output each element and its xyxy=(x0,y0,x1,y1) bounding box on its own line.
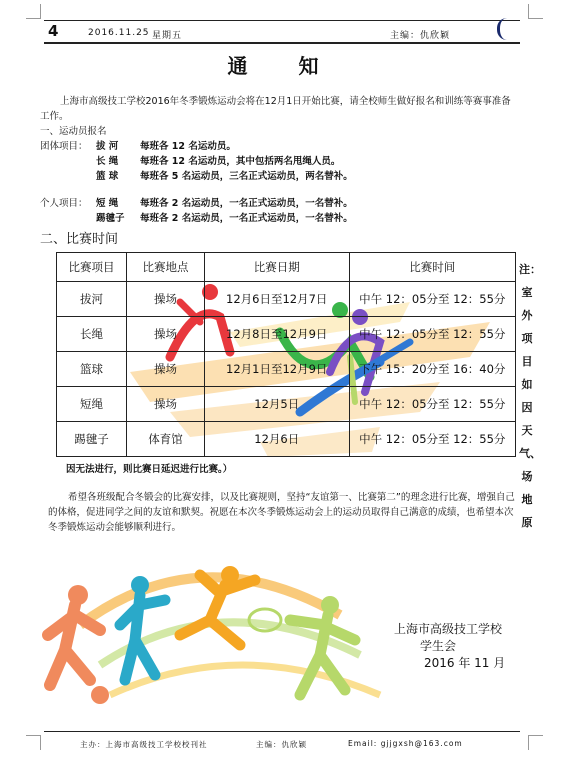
table-cell: 中午 12：05分至 12：55分 xyxy=(349,422,515,457)
crop-mark-bottom-right xyxy=(528,735,543,750)
header-top-rule xyxy=(44,20,520,21)
section2-heading: 二、比赛时间 xyxy=(40,232,119,247)
column-header: 比赛日期 xyxy=(204,253,349,282)
individual-item-desc: 每班各 2 名运动员，一名正式运动员，一名替补。 xyxy=(140,213,353,224)
table-cell: 篮球 xyxy=(57,352,127,387)
sports-illustration xyxy=(40,545,390,715)
table-cell: 中午 12：05分至 12：55分 xyxy=(349,282,515,317)
team-item-desc: 每班各 12 名运动员，其中包括两名甩绳人员。 xyxy=(140,156,341,167)
table-cell: 踢毽子 xyxy=(57,422,127,457)
page-number: 4 xyxy=(48,22,59,40)
table-row xyxy=(57,317,516,352)
header-logo-mark xyxy=(497,18,518,40)
table-cell: 拔河 xyxy=(57,282,127,317)
table-cell: 下午 15：20分至 16：40分 xyxy=(349,352,515,387)
table-cell: 操场 xyxy=(127,282,205,317)
individual-label: 个人项目： xyxy=(40,198,88,209)
table-cell: 12月6日 xyxy=(204,422,349,457)
intro-paragraph: 上海市高级技工学校2016年冬季锻炼运动会将在12月1日开始比赛，请全校师生做好报名和训练等赛事准备工作。 xyxy=(40,96,511,122)
footer-rule xyxy=(44,731,520,732)
header-weekday: 星期五 xyxy=(152,31,183,41)
closing-paragraph: 希望各班级配合冬锻会的比赛安排，以及比赛规则，坚持“友谊第一、比赛第二”的理念进行比赛，增强自己的体格，促进同学之间的友谊和默契。祝愿在本次冬季锻炼运动会上的运动员取得自己满意的成绩，也希望本次冬季锻炼运动会能够顺利进行。 xyxy=(48,492,515,533)
header-date: 2016.11.25 xyxy=(88,28,150,38)
side-note-continued: 因无法进行，则比赛日延迟进行比赛。） xyxy=(66,464,233,475)
footer-editor: 主编：仇欣颖 xyxy=(256,740,307,749)
team-item-name: 长 绳 xyxy=(96,156,119,167)
table-cell: 短绳 xyxy=(57,387,127,422)
crop-mark-bottom-left xyxy=(26,735,41,750)
table-cell: 操场 xyxy=(127,352,205,387)
signature-school: 上海市高级技工学校 xyxy=(394,622,503,636)
table-row xyxy=(57,352,516,387)
individual-item-desc: 每班各 2 名运动员，一名正式运动员，一名替补。 xyxy=(140,198,353,209)
side-note-vertical: 注：室外项目如因天气、场地原 xyxy=(519,263,541,529)
team-item-name: 拔 河 xyxy=(96,141,119,152)
header-editor: 主编：仇欣颖 xyxy=(390,31,451,41)
table-row xyxy=(57,422,516,457)
signature-org: 学生会 xyxy=(420,639,457,653)
column-header: 比赛时间 xyxy=(349,253,515,282)
table-cell: 12月5日 xyxy=(204,387,349,422)
table-row xyxy=(57,387,516,422)
individual-item-name: 短 绳 xyxy=(96,198,119,209)
team-item-desc: 每班各 12 名运动员。 xyxy=(140,141,236,152)
section1-heading: 一、运动员报名 xyxy=(40,126,107,137)
table-cell: 体育馆 xyxy=(127,422,205,457)
table-cell: 12月8日至12月9日 xyxy=(204,317,349,352)
signature-date: 2016 年 11 月 xyxy=(424,656,506,670)
notice-title: 通 知 xyxy=(227,54,341,78)
column-header: 比赛地点 xyxy=(127,253,205,282)
crop-mark-top-left xyxy=(26,4,41,19)
column-header: 比赛项目 xyxy=(57,253,127,282)
table-cell: 操场 xyxy=(127,317,205,352)
team-item-name: 篮 球 xyxy=(96,171,119,182)
individual-item-name: 踢毽子 xyxy=(96,213,125,224)
schedule-table xyxy=(56,252,516,457)
table-row xyxy=(57,282,516,317)
table-cell: 中午 12：05分至 12：55分 xyxy=(349,317,515,352)
team-item-desc: 每班各 5 名运动员，三名正式运动员，两名替补。 xyxy=(140,171,353,182)
table-cell: 12月1日至12月9日 xyxy=(204,352,349,387)
table-cell: 操场 xyxy=(127,387,205,422)
footer-email: Email: gjjgxsh@163.com xyxy=(348,739,463,748)
crop-mark-top-right xyxy=(528,4,543,19)
team-label: 团体项目： xyxy=(40,141,88,152)
table-cell: 中午 12：05分至 12：55分 xyxy=(349,387,515,422)
footer-sponsor: 主办：上海市高级技工学校校刊社 xyxy=(80,740,208,749)
table-header-row xyxy=(57,253,516,282)
table-cell: 长绳 xyxy=(57,317,127,352)
table-cell: 12月6日至12月7日 xyxy=(204,282,349,317)
header-bottom-rule xyxy=(44,42,520,44)
